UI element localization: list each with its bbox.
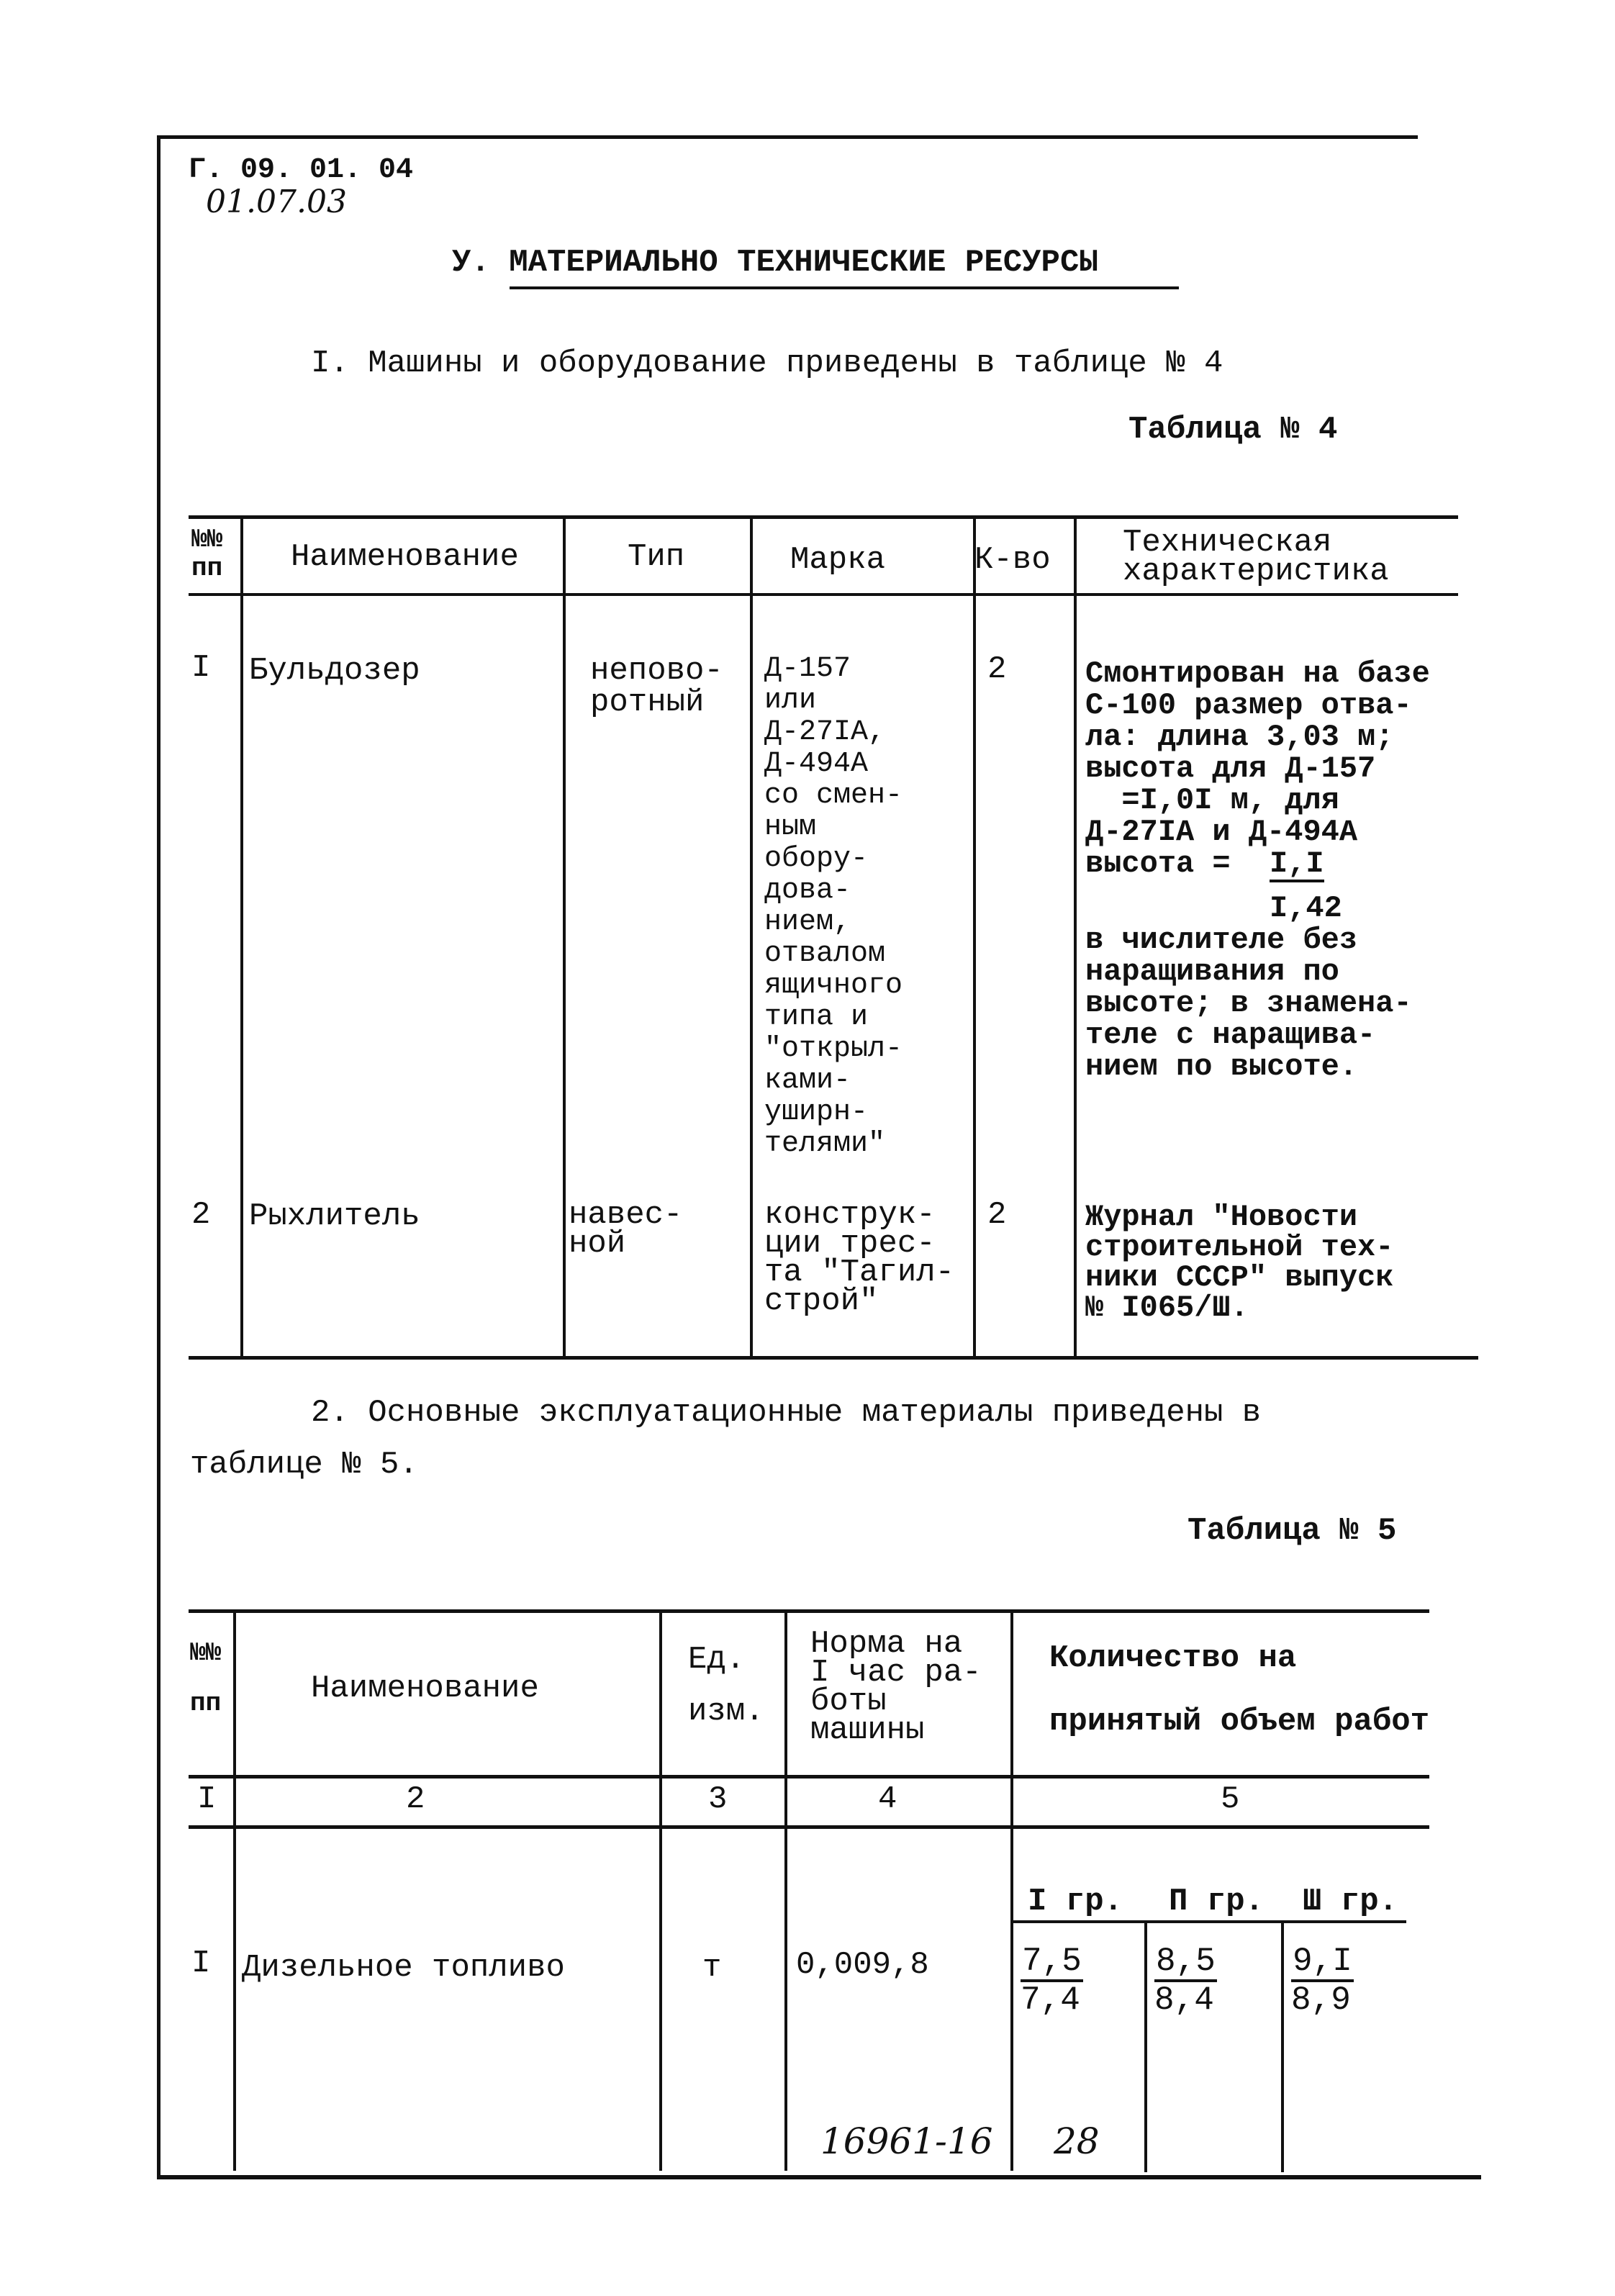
t5-header-name: Наименование — [311, 1671, 539, 1707]
t5-row1-unit: т — [702, 1950, 722, 1986]
paragraph-1: I. Машины и оборудование приведены в таблице № 4 — [311, 345, 1223, 381]
t5-header-norm: Норма на I час ра- боты машины — [810, 1626, 982, 1748]
t5-row1-name: Дизельное топливо — [242, 1950, 565, 1986]
t5-colnum-4: 4 — [878, 1781, 897, 1817]
t5-row1-num: I — [191, 1945, 211, 1981]
t5-group-3: Ш гр. — [1303, 1884, 1398, 1920]
t4-row2-name: Рыхлитель — [249, 1198, 420, 1234]
t4-row1-name: Бульдозер — [249, 653, 420, 689]
t5-colnum-1: I — [197, 1781, 217, 1817]
t4-header-spec: Техническая характеристика — [1123, 525, 1389, 589]
paragraph-2-line-2: таблице № 5. — [190, 1447, 418, 1483]
t5-header-qty: Количество на принятый объем работ — [1049, 1640, 1430, 1740]
t4-row1-mark: Д-157 или Д-27IA, Д-494А со смен- ным обору- дова- нием, отвалом ящичного типа и "открыл- ками- уширн- телями" — [764, 653, 903, 1160]
t4-header-qty: К-во — [974, 542, 1051, 578]
section-title: У. МАТЕРИАЛЬНО ТЕХНИЧЕСКИЕ РЕСУРСЫ — [452, 245, 1098, 281]
t5-row1-norm: 0,009,8 — [796, 1947, 929, 1983]
t5-header-num: №№ пп — [190, 1638, 222, 1718]
t4-row1-spec: Смонтирован на базе С-100 размер отва- ла: длина 3,03 м; высота для Д-157 =I,0I м, для Д-27IА и Д-494А высота = I,I I,42 в числителе без наращивания по высоте; в знамена- теле с наращива- нием по высоте. — [1085, 656, 1430, 1084]
frame-top — [157, 135, 1418, 139]
t5-row1-value-group-2: $\frac{8,5}{8,4}$ — [1154, 1943, 1216, 2019]
section-title-underline — [510, 286, 1179, 289]
t4-header-type: Тип — [628, 539, 685, 575]
t4-row2-spec: Журнал "Новости строительной тех- ники СССР" выпуск № I065/Ш. — [1085, 1200, 1394, 1325]
t4-row1-num: I — [191, 650, 211, 686]
footer-stamp: 16961-16 — [820, 2120, 993, 2162]
footer-page-number: 28 — [1054, 2120, 1100, 2162]
t4-row2-num: 2 — [191, 1197, 211, 1233]
t4-row1-type: непово- ротный — [590, 653, 723, 720]
t4-header-mark: Марка — [790, 542, 886, 578]
t4-header-name: Наименование — [291, 539, 519, 575]
doc-code: Г. 09. 01. 04 — [189, 154, 414, 186]
t5-group-1: I гр. — [1028, 1884, 1123, 1920]
t5-row1-value-group-1: $\frac{7,5}{7,4}$ — [1021, 1943, 1082, 2019]
t4-row1-qty: 2 — [987, 651, 1007, 687]
t5-group-2: П гр. — [1169, 1884, 1265, 1920]
t5-header-unit: Ед. изм. — [688, 1642, 764, 1730]
t4-row2-type: навес- ной — [569, 1197, 683, 1262]
t5-colnum-3: 3 — [708, 1781, 728, 1817]
t5-colnum-2: 2 — [406, 1781, 425, 1817]
frame-bottom — [157, 2175, 1481, 2179]
t5-colnum-5: 5 — [1221, 1781, 1240, 1817]
paragraph-2-line-1: 2. Основные эксплуатационные материалы приведены в — [311, 1395, 1262, 1431]
frame-left — [157, 135, 160, 2178]
t5-row1-value-group-3: $\frac{9,I}{8,9}$ — [1291, 1943, 1352, 2019]
spec-fraction-numerator: I,I — [1270, 846, 1324, 881]
spec-fraction-denominator: I,42 — [1270, 891, 1342, 926]
t4-row2-qty: 2 — [987, 1197, 1007, 1233]
table5-caption: Таблица № 5 — [1188, 1513, 1397, 1549]
doc-date: 01.07.03 — [206, 184, 347, 220]
t4-header-num: №№ пп — [191, 525, 223, 583]
table4-caption: Таблица № 4 — [1128, 412, 1338, 448]
t4-row2-mark: конструк- ции трес- та "Тагил- строй" — [764, 1197, 955, 1319]
